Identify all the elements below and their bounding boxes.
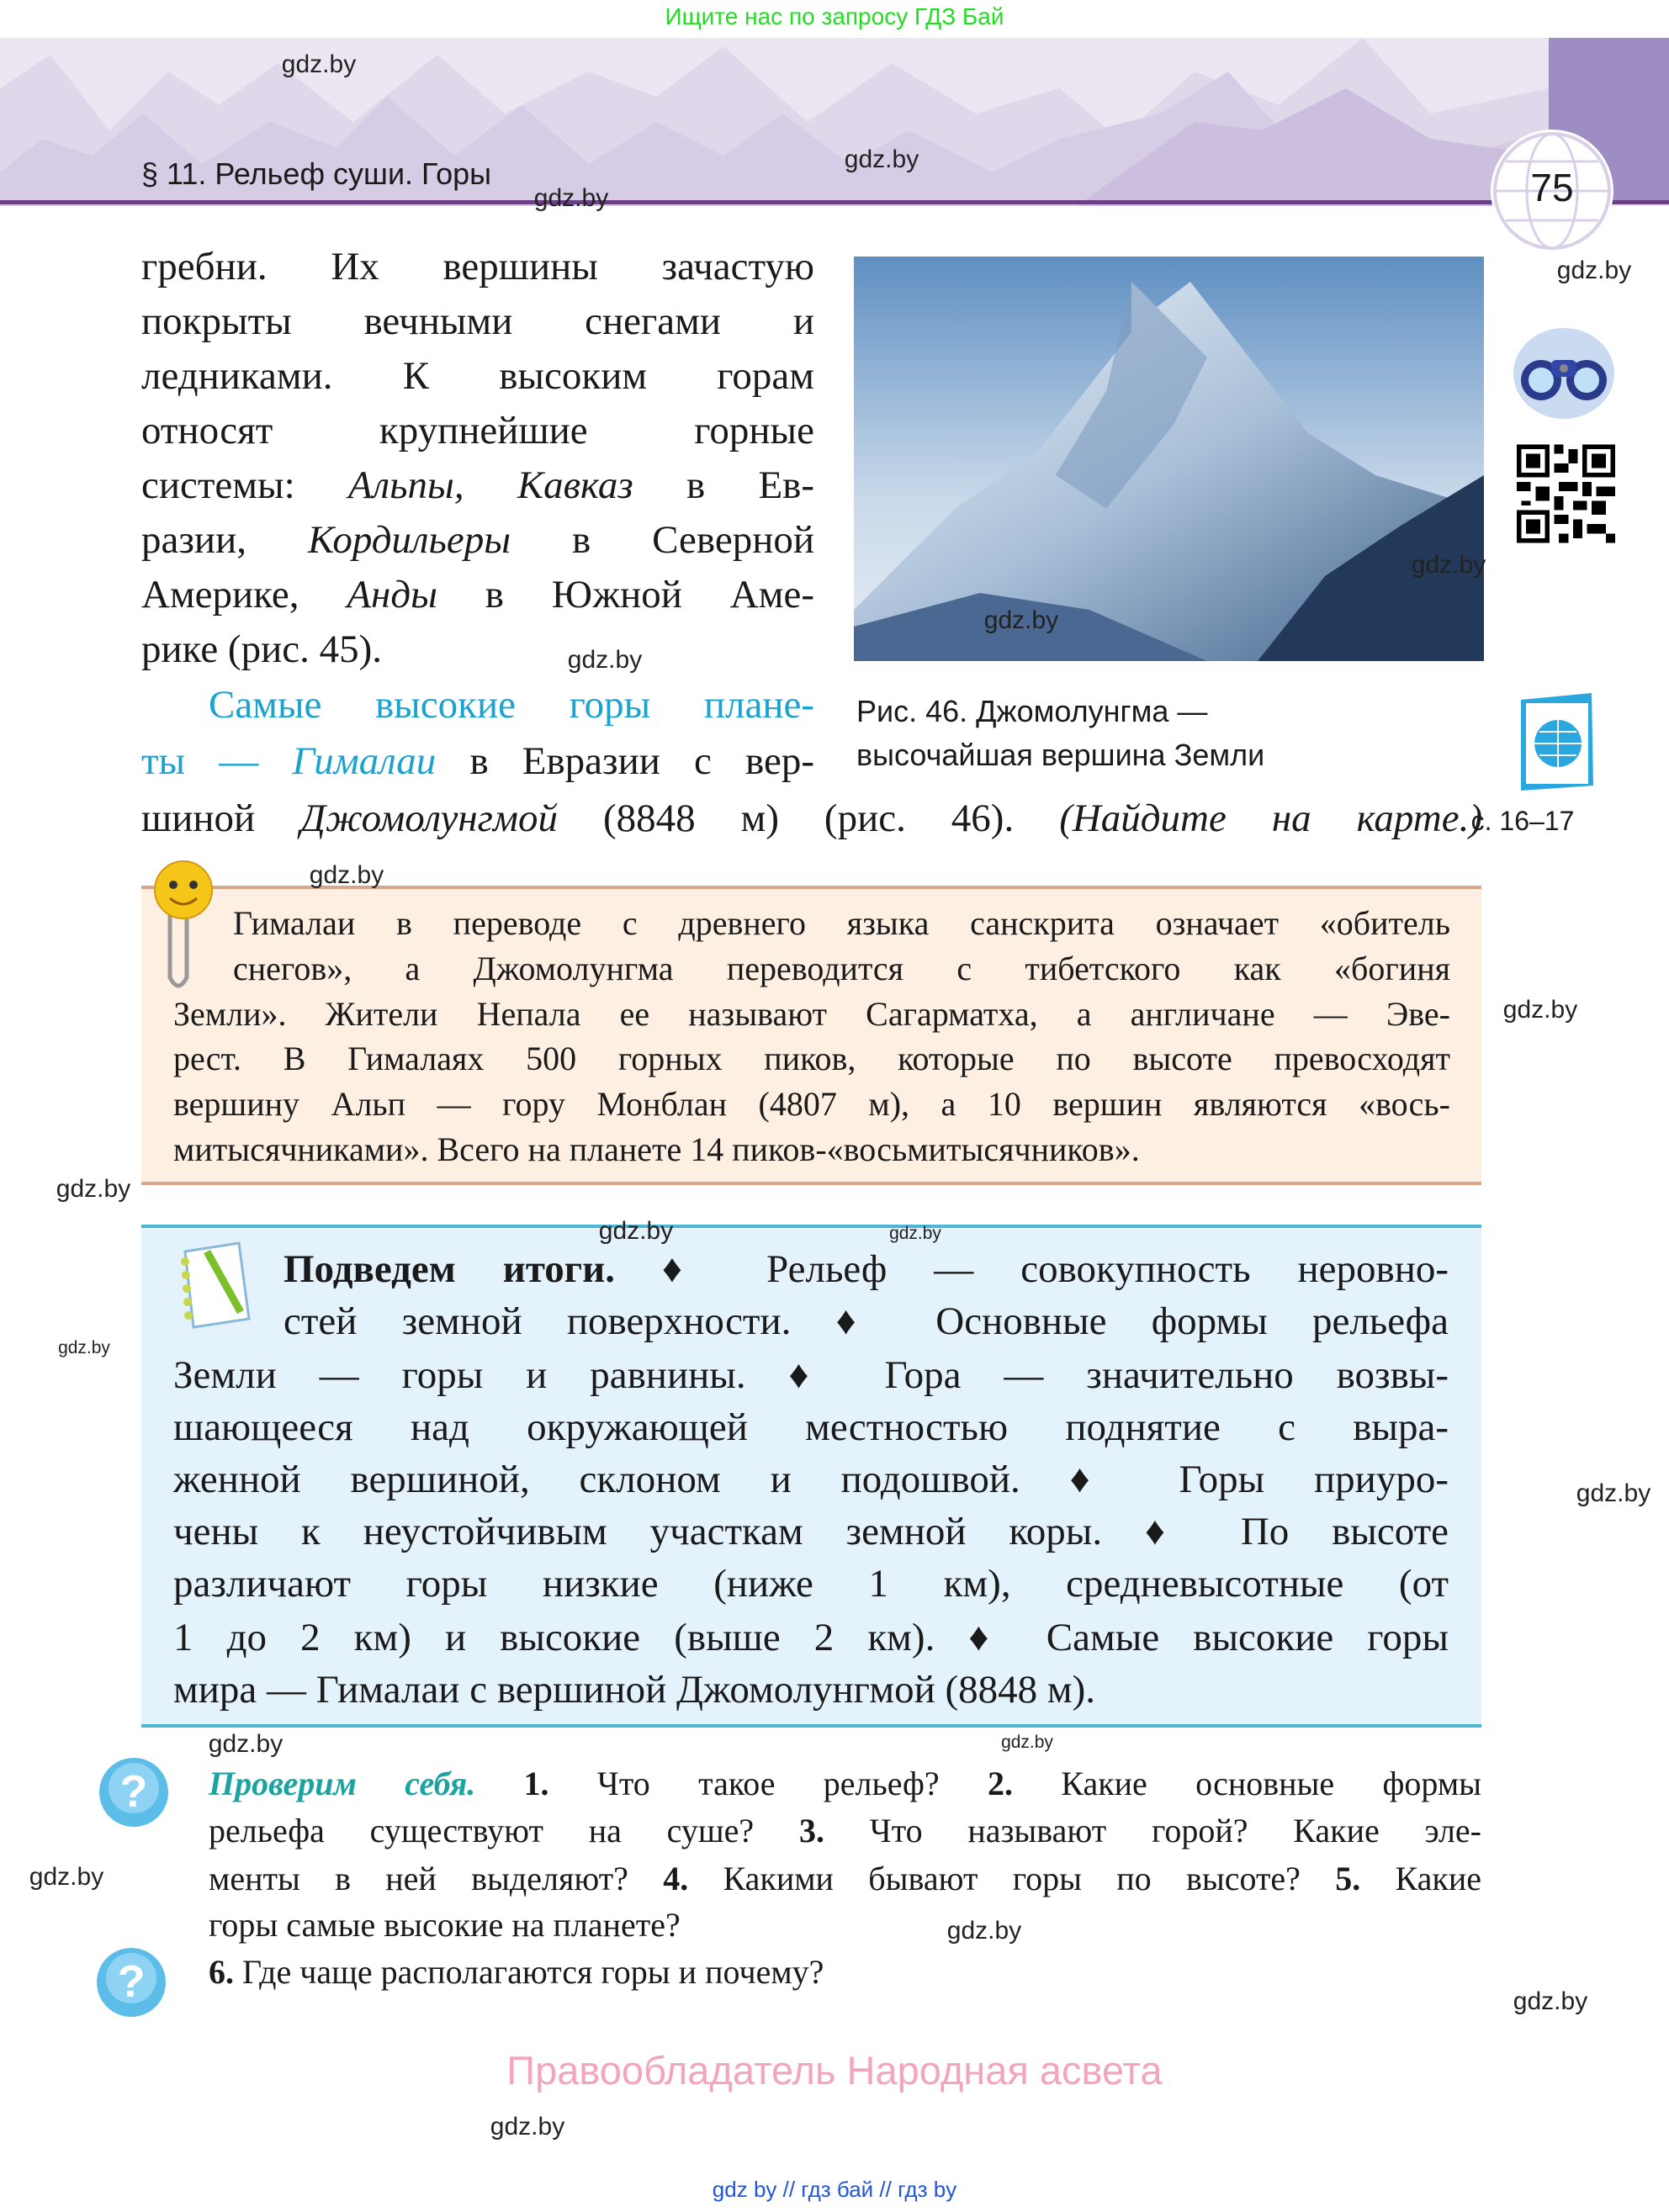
text-line <box>173 1128 1140 1172</box>
text-line <box>141 624 382 675</box>
section-title: § 11. Рельеф суши. Горы <box>141 156 492 191</box>
watermark: gdz.by <box>983 606 1059 634</box>
question-icon <box>98 1756 170 1828</box>
text-segment: системы: <box>141 463 348 507</box>
text-line <box>209 1902 681 1948</box>
text-line <box>209 1950 824 1995</box>
text-line <box>173 1506 1449 1557</box>
text-segment: менты в ней выделяют? <box>209 1860 664 1897</box>
text-segment: шающееся над окружающей местностью поднятие с выра- <box>173 1405 1449 1449</box>
text-segment: чены к неустойчивым участкам земной коры. ♦ По высоте <box>173 1510 1449 1553</box>
svg-text:?: ? <box>117 1956 146 2007</box>
text-line <box>141 793 1482 844</box>
text-line <box>209 680 814 730</box>
text-segment: Земли». Жители Непала ее называют Сагарматха, а англичане — Эве- <box>173 995 1450 1033</box>
text-segment: женной вершиной, склоном и подошвой. ♦ Горы приуро- <box>173 1458 1449 1501</box>
text-segment: 1. <box>523 1765 549 1802</box>
text-segment: Какими бывают горы по высоте? <box>688 1860 1336 1897</box>
text-segment: Америке, <box>141 573 347 617</box>
text-line <box>141 736 814 786</box>
watermark: gdz.by <box>1001 1733 1053 1752</box>
text-segment: Гималаи <box>292 739 437 783</box>
text-segment: в Северной <box>511 518 814 562</box>
text-line <box>141 351 814 401</box>
text-segment: в Ев- <box>633 463 815 507</box>
watermark: gdz.by <box>208 1730 283 1758</box>
watermark: gdz.by <box>29 1863 104 1891</box>
watermark: gdz.by <box>1411 551 1486 579</box>
text-segment: покрыты вечными снегами и <box>141 299 814 343</box>
text-segment: 1 до 2 км) и высокие (выше 2 км). ♦ Самые высокие горы <box>173 1616 1449 1659</box>
text-segment: Какие основные формы <box>1012 1765 1481 1802</box>
smiley-paperclip-icon <box>150 860 217 994</box>
qr-code-icon[interactable] <box>1517 444 1615 543</box>
text-segment: 6. <box>209 1953 234 1991</box>
text-line <box>141 241 814 292</box>
text-segment: Альпы, Кавказ <box>347 463 633 507</box>
text-segment: 3. <box>798 1812 824 1850</box>
figure-caption-line2: высочайшая вершина Земли <box>856 738 1265 772</box>
text-line <box>173 1454 1449 1505</box>
text-segment: Подведем итоги. <box>283 1247 615 1291</box>
atlas-pages-ref[interactable]: с. 16–17 <box>1470 806 1575 836</box>
text-line <box>283 1296 1449 1347</box>
text-segment: разии, <box>141 518 308 562</box>
text-line <box>209 1808 1481 1854</box>
text-segment: относят крупнейшие горные <box>141 409 814 452</box>
text-line <box>173 1350 1449 1400</box>
notepad-pencil-icon <box>173 1240 257 1332</box>
text-segment: (8848 м) (рис. 46). <box>558 796 1060 840</box>
text-segment: 4. <box>663 1860 689 1897</box>
text-segment: (Найдите на карте.) <box>1059 796 1483 840</box>
text-segment: митысячниками». Всего на планете 14 пиков-«восьмитысячников». <box>173 1130 1140 1168</box>
text-segment: Проверим себя. <box>209 1765 476 1802</box>
text-segment: ♦ Рельеф — совокупность неровно- <box>614 1247 1449 1291</box>
text-segment: Гималаи в переводе с древнего языка санскрита означает «обитель <box>233 904 1450 942</box>
watermark: gdz.by <box>567 646 643 674</box>
text-segment: гребни. Их вершины зачастую <box>141 245 814 288</box>
page-number: 75 <box>1530 166 1574 209</box>
text-line <box>173 992 1450 1036</box>
text-segment: вершину Альп — гору Монблан (4807 м), а 10 вершин являются «вось- <box>173 1085 1450 1123</box>
watermark: gdz.by <box>889 1224 941 1243</box>
copyright-notice: Правообладатель Народная асвета <box>506 2048 1163 2093</box>
text-segment: в Южной Аме- <box>437 573 814 617</box>
text-segment: 5. <box>1335 1860 1361 1897</box>
text-segment: в Евразии с вер- <box>436 739 814 783</box>
watermark: gdz.by <box>1576 1479 1651 1507</box>
text-segment: Что называют горой? Какие эле- <box>824 1812 1481 1850</box>
text-segment: рельефа существуют на суше? <box>209 1812 799 1850</box>
watermark: gdz.by <box>1513 1987 1588 2015</box>
text-segment: Что такое рельеф? <box>548 1765 988 1802</box>
text-segment: 2. <box>987 1765 1013 1802</box>
text-line <box>173 1612 1449 1663</box>
text-line <box>141 405 814 456</box>
text-line <box>141 569 814 620</box>
text-line <box>173 1402 1449 1453</box>
text-line <box>209 1856 1481 1902</box>
text-segment: шиной <box>141 796 301 840</box>
text-segment: Джомолунгмой <box>300 796 558 840</box>
text-segment <box>475 1765 523 1802</box>
text-segment: Земли — горы и равнины. ♦ Гора — значительно возвы- <box>173 1353 1449 1397</box>
text-line <box>173 1558 1449 1609</box>
watermark: gdz.by <box>1502 996 1578 1024</box>
watermark: gdz.by <box>490 2113 565 2141</box>
text-segment: рест. В Гималаях 500 горных пиков, которые по высоте превосходят <box>173 1040 1450 1077</box>
text-segment: Анды <box>347 573 437 617</box>
text-segment: ты — <box>141 739 293 783</box>
watermark: gdz.by <box>844 146 919 173</box>
text-segment: различают горы низкие (ниже 1 км), средневысотные (от <box>173 1562 1449 1606</box>
text-segment: рике (рис. 45). <box>141 627 382 671</box>
watermark: gdz.by <box>533 184 609 212</box>
watermark: gdz.by <box>281 50 357 78</box>
text-segment: Где чаще располагаются горы и почему? <box>234 1953 824 1991</box>
question-icon <box>95 1946 167 2019</box>
text-segment: мира — Гималаи с вершиной Джомолунгмой (8848 м). <box>173 1668 1096 1712</box>
search-hint-banner: Ищите нас по запросу ГДЗ Бай <box>665 3 1004 29</box>
watermark: gdz.by <box>598 1217 674 1245</box>
text-segment: Кордильеры <box>307 518 511 562</box>
text-line <box>173 1664 1095 1715</box>
text-line <box>141 515 814 565</box>
text-line <box>141 296 814 347</box>
text-line <box>233 902 1450 945</box>
atlas-icon[interactable] <box>1518 691 1598 792</box>
svg-text:?: ? <box>119 1766 148 1817</box>
text-segment: стей земной поверхности. ♦ Основные формы рельефа <box>283 1299 1449 1343</box>
text-line <box>233 947 1450 991</box>
text-segment: ледниками. К высоким горам <box>141 354 814 398</box>
watermark: gdz.by <box>58 1338 110 1357</box>
watermark: gdz.by <box>1556 257 1632 284</box>
figure-caption-line1: Рис. 46. Джомолунгма — <box>856 694 1208 728</box>
text-segment: Самые высокие горы плане- <box>209 683 814 727</box>
bottom-links[interactable]: gdz by // гдз бай // гдз by <box>712 2177 957 2202</box>
binoculars-icon[interactable] <box>1513 326 1614 421</box>
text-line <box>141 460 814 511</box>
watermark: gdz.by <box>309 861 384 889</box>
text-line <box>209 1761 1481 1807</box>
text-line <box>173 1082 1450 1126</box>
text-line <box>283 1244 1449 1294</box>
text-segment: снегов», а Джомолунгма переводится с тибетского как «богиня <box>233 950 1450 987</box>
watermark: gdz.by <box>946 1917 1022 1945</box>
everest-photo <box>854 257 1484 661</box>
watermark: gdz.by <box>56 1175 131 1203</box>
text-segment: Какие <box>1360 1860 1481 1897</box>
text-line <box>173 1037 1450 1081</box>
text-segment: горы самые высокие на планете? <box>209 1906 681 1944</box>
